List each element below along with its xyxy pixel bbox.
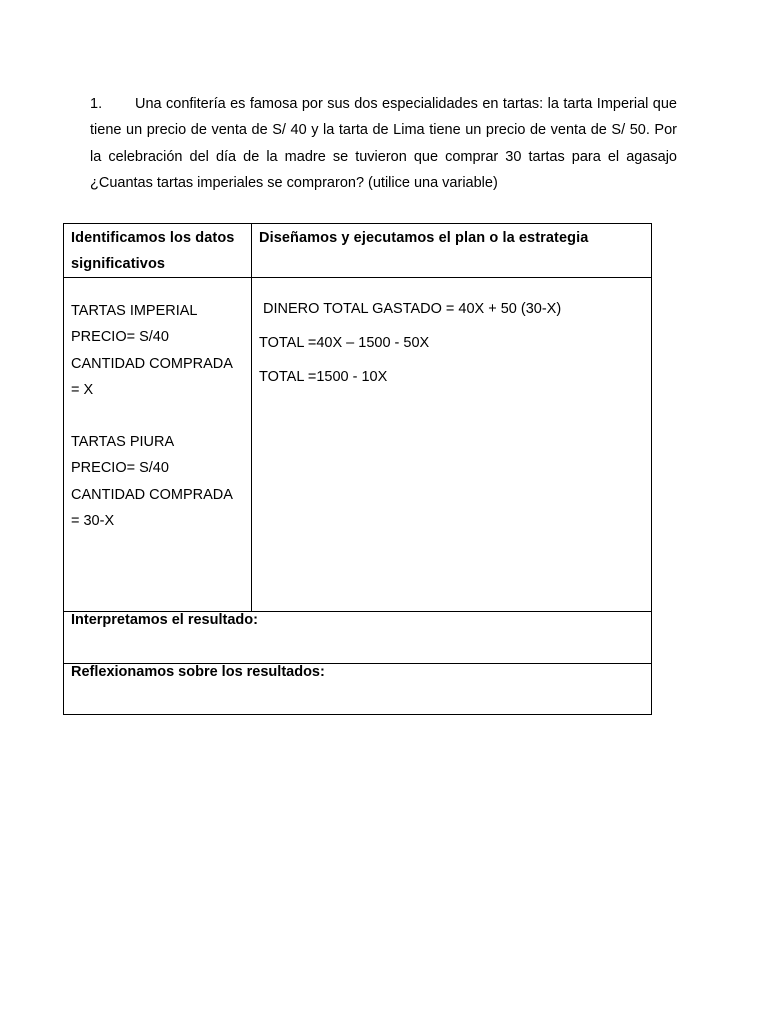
imperial-quantity-value: = X xyxy=(71,381,94,398)
plan-cell xyxy=(252,278,652,612)
problem-text: Una confitería es famosa por sus dos especialidades en tartas: la tarta Imperial que tiene un precio de venta de S/ 40 y la tarta de Lima tiene un precio de venta de S/ 50. Por la celebración del día de la madre se tuvieron que comprar 30 tartas para el agasajo ¿Cuantas tartas imperiales se compraron? (utilice una variable) xyxy=(90,96,677,191)
significant-data-cell xyxy=(64,278,252,612)
imperial-quantity-label: CANTIDAD COMPRADA xyxy=(71,355,233,372)
table-body-row xyxy=(64,278,652,612)
header-plan-cell: Diseñamos y ejecutamos el plan o la estrategia xyxy=(252,224,652,278)
piura-price: PRECIO= S/40 xyxy=(71,460,169,477)
problem-number: 1. xyxy=(90,96,103,112)
reflect-label: Reflexionamos sobre los resultados: xyxy=(64,664,652,715)
reflect-row xyxy=(64,664,652,715)
table-header-row xyxy=(64,224,652,278)
piura-quantity-label: CANTIDAD COMPRADA xyxy=(71,486,233,503)
equation-step-2: TOTAL =40X – 1500 - 50X xyxy=(259,335,430,351)
equation-total-spent: DINERO TOTAL GASTADO = 40X + 50 (30-X) xyxy=(259,301,562,317)
piura-title: TARTAS PIURA xyxy=(71,434,175,451)
imperial-title: TARTAS IMPERIAL xyxy=(71,303,198,319)
header-data-cell: Identificamos los datos significativos xyxy=(64,224,252,278)
piura-quantity-value: = 30-X xyxy=(71,513,115,530)
equation-step-3: TOTAL =1500 - 10X xyxy=(259,369,388,385)
interpret-label: Interpretamos el resultado: xyxy=(64,612,652,664)
imperial-price: PRECIO= S/40 xyxy=(71,329,169,346)
strategy-table xyxy=(63,223,652,715)
spacer xyxy=(71,403,247,429)
interpret-row xyxy=(64,612,652,664)
problem-statement xyxy=(90,91,677,196)
